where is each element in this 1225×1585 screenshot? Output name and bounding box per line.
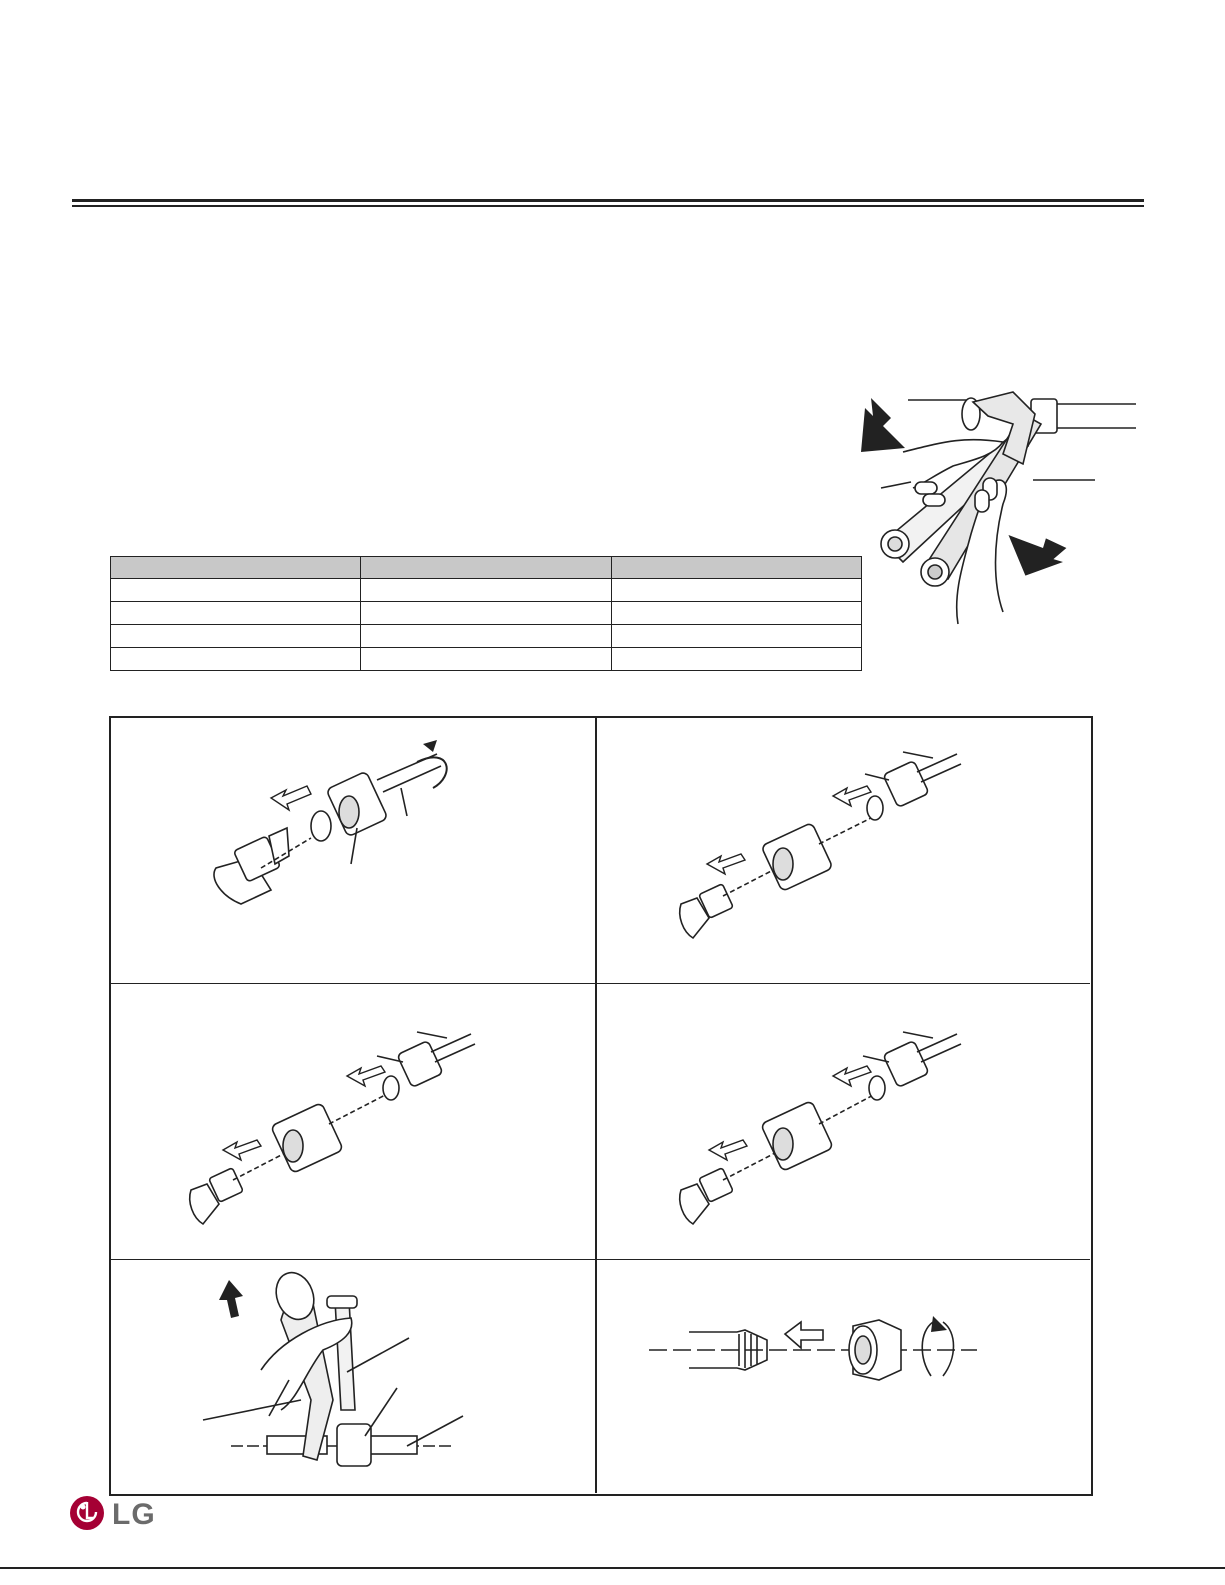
table-cell — [361, 579, 611, 602]
table-cell — [611, 625, 861, 648]
flare-nut-removal-illustration — [111, 718, 597, 984]
table-cell — [611, 648, 861, 671]
procedure-figure-grid — [109, 716, 1093, 1496]
table-cell — [611, 579, 861, 602]
column-header — [611, 557, 861, 579]
flare-union-disassembly-illustration — [597, 984, 1090, 1260]
column-header — [111, 557, 361, 579]
flare-nut-fitting-illustration — [597, 1260, 1090, 1493]
table-cell — [111, 648, 361, 671]
torque-table — [110, 556, 862, 671]
panel-flare-union-a — [597, 718, 1090, 984]
footer-rule — [0, 1567, 1225, 1569]
table-row — [111, 602, 862, 625]
panel-flare-nut-fitting — [597, 1260, 1090, 1493]
panel-flare-nut-removal — [111, 718, 597, 984]
header-rule-top — [72, 199, 1144, 202]
table-row — [111, 579, 862, 602]
table-header-row — [111, 557, 862, 579]
table-cell — [111, 625, 361, 648]
table-cell — [361, 648, 611, 671]
table-cell — [111, 579, 361, 602]
table-cell — [611, 602, 861, 625]
table-row — [111, 625, 862, 648]
table-cell — [361, 602, 611, 625]
panel-flare-union-c — [597, 984, 1090, 1260]
table-cell — [361, 625, 611, 648]
panel-flare-union-b — [111, 984, 597, 1260]
flare-union-disassembly-illustration — [111, 984, 597, 1260]
lg-logo-icon — [70, 1496, 104, 1530]
header-rule-bottom — [72, 205, 1144, 207]
panel-wrench-tightening — [111, 1260, 597, 1493]
column-header — [361, 557, 611, 579]
two-wrench-illustration — [853, 384, 1143, 634]
lg-logo-text: LG — [112, 1498, 156, 1531]
table-row — [111, 648, 862, 671]
wrench-tightening-illustration — [111, 1260, 597, 1493]
table-cell — [111, 602, 361, 625]
flare-union-disassembly-illustration — [597, 718, 1090, 984]
